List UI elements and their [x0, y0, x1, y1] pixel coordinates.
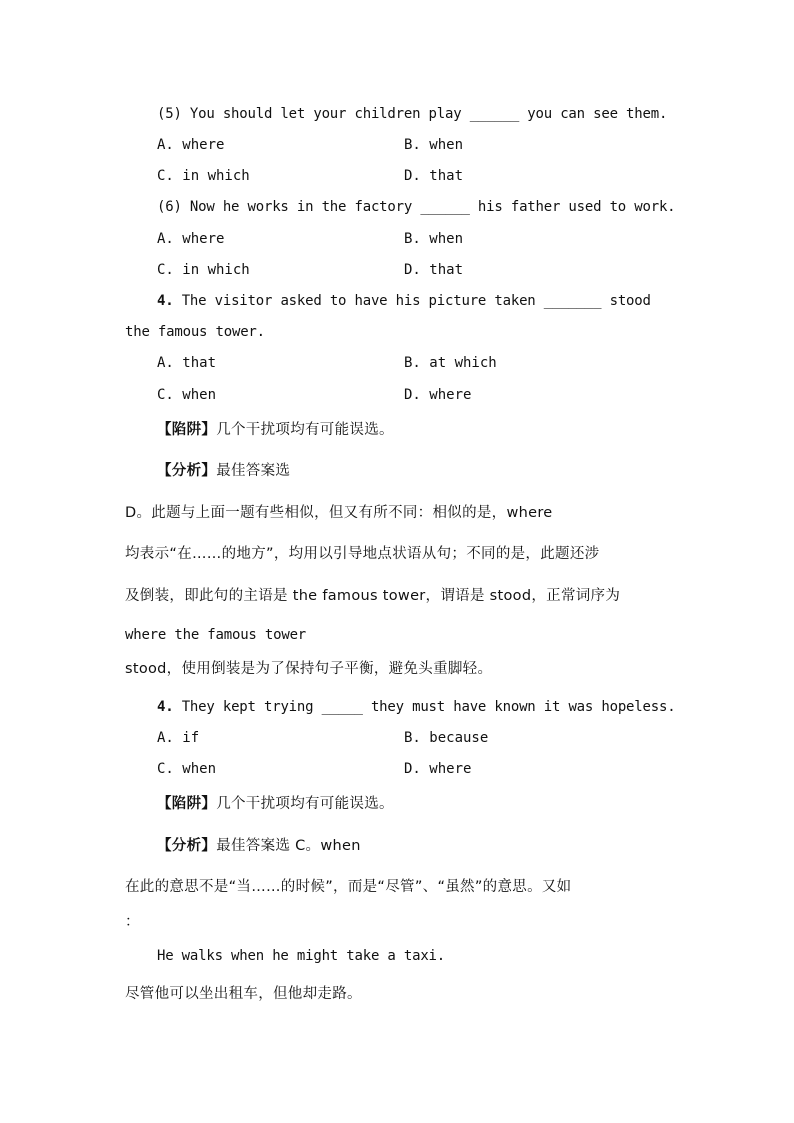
q4a-analysis [157, 462, 290, 480]
q6-option-c: C. in which [157, 262, 250, 278]
q4b-analysis [157, 837, 361, 855]
q4a-trap-tag: 【陷阱】 [157, 422, 217, 438]
q4b-option-b: B. because [404, 730, 489, 746]
q4a-option-b: B. at which [404, 355, 497, 371]
q4a-explanation-line5: stood，使用倒装是为了保持句子平衡，避免头重脚轻。 [125, 661, 493, 677]
q6-option-d: D. that [404, 262, 464, 278]
q4b-stem [157, 698, 675, 716]
q6-stem: (6) Now he works in the factory ______ his father used to work. [157, 199, 676, 215]
q4b-trap [157, 795, 394, 813]
q4b-analysis-tag: 【分析】 [157, 838, 217, 854]
q4a-number: 4. [157, 293, 174, 309]
q4a-explanation-line3: 及倒装，即此句的主语是 the famous tower，谓语是 stood，正常词序为 [125, 588, 621, 604]
q5-option-c: C. in which [157, 168, 250, 184]
q4a-option-c: C. when [157, 387, 217, 403]
q4b-example-en: He walks when he might take a taxi. [157, 948, 446, 964]
q4b-trap-tag: 【陷阱】 [157, 796, 217, 812]
q4a-analysis-text: 最佳答案选 [216, 463, 291, 479]
q4b-analysis-text: 最佳答案选 C。when [216, 838, 361, 854]
q4a-analysis-tag: 【分析】 [157, 463, 217, 479]
q5-option-a: A. where [157, 137, 225, 153]
q4a-explanation-line2: 均表示“在……的地方”，均用以引导地点状语从句；不同的是，此题还涉 [125, 546, 600, 562]
q4a-stem-line1 [157, 292, 651, 310]
q6-option-a: A. where [157, 231, 225, 247]
q4b-explanation-line2: ： [125, 914, 140, 930]
q5-option-d: D. that [404, 168, 464, 184]
q4b-explanation-line1: 在此的意思不是“当……的时候”，而是“尽管”、“虽然”的意思。又如 [125, 879, 572, 895]
q4a-stem-line2: the famous tower. [125, 324, 265, 340]
q4b-stem-text: They kept trying _____ they must have known it was hopeless. [173, 699, 676, 715]
q4a-stem-text: The visitor asked to have his picture taken _______ stood [173, 293, 651, 309]
q4b-option-d: D. where [404, 761, 472, 777]
q4b-option-c: C. when [157, 761, 217, 777]
q5-option-b: B. when [404, 137, 464, 153]
q4a-explanation-line1: D。此题与上面一题有些相似，但又有所不同：相似的是，where [125, 505, 553, 521]
q4a-trap [157, 421, 394, 439]
q4a-option-d: D. where [404, 387, 472, 403]
q4a-option-a: A. that [157, 355, 217, 371]
q4a-trap-text: 几个干扰项均有可能误选。 [216, 422, 394, 438]
q4b-option-a: A. if [157, 730, 200, 746]
q4a-explanation-line4: where the famous tower [125, 627, 307, 643]
q6-option-b: B. when [404, 231, 464, 247]
q4b-trap-text: 几个干扰项均有可能误选。 [216, 796, 394, 812]
q4b-example-cn: 尽管他可以坐出租车，但他却走路。 [125, 986, 362, 1002]
q4b-number: 4. [157, 699, 174, 715]
q5-stem: (5) You should let your children play ______ you can see them. [157, 106, 668, 122]
